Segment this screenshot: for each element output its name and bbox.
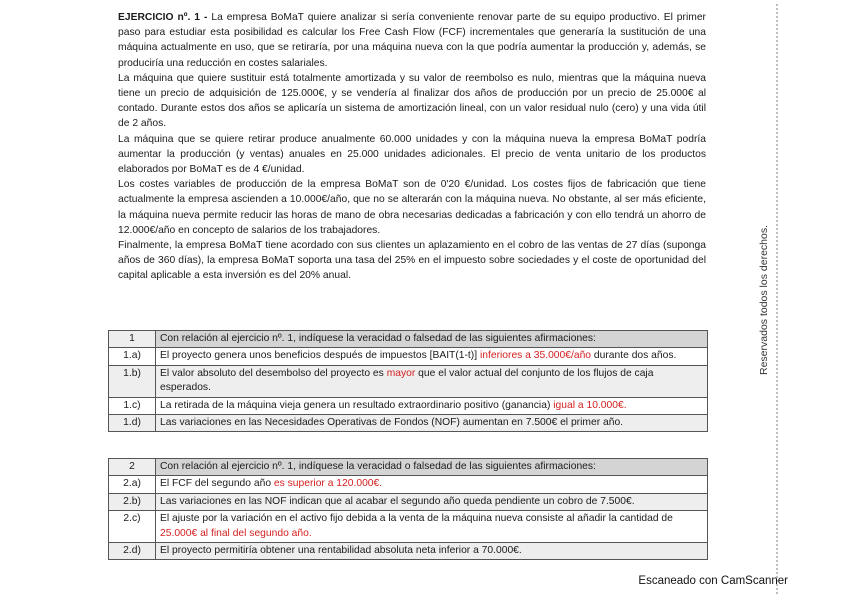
statement-text: La retirada de la máquina vieja genera un resultado extraordinario positivo (ganancia) igual a 10.000€. — [156, 397, 708, 414]
table-row: 2.a) El FCF del segundo año es superior a 120.000€. — [109, 476, 708, 493]
paragraph-2: La máquina que quiere sustituir está totalmente amortizada y su valor de reembolso es nulo, mientras que la máquina nueva tiene un precio de adquisición de 125.000€, y se vendería al finalizar dos años de producción por un precio de 25.000€ al contado. Durante estos dos años se aplicaría un sistema de amortización lineal, con un valor residual nulo (cero) y una vida útil de 2 años. — [118, 72, 706, 130]
rights-notice: Reservados todos los derechos. — [758, 225, 770, 375]
table-header — [109, 331, 708, 348]
statement-text: Las variaciones en las NOF indican que al acabar el segundo año queda pendiente un cobro de 7.500€. — [156, 493, 708, 510]
margin-dotted-line — [776, 4, 778, 594]
statement-text: El ajuste por la variación en el activo fijo debida a la venta de la máquina nueva consiste al añadir la cantidad de 25.000€ al final del segundo año. — [156, 511, 708, 543]
statement-text: El proyecto genera unos beneficios después de impuestos [BAIT(1-t)] inferiores a 35.000€/año durante dos años. — [156, 348, 708, 365]
table-header — [109, 459, 708, 476]
question-table-2 — [108, 458, 708, 560]
paragraph-3: La máquina que se quiere retirar produce anualmente 60.000 unidades y con la máquina nueva la empresa BoMaT podría aumentar la producción (y ventas) anuales en 25.000 unidades adicionales. El precio de venta unitario de los productos elaborados por BoMaT es de 4 €/unidad. — [118, 133, 706, 176]
exercise-statement — [118, 10, 706, 284]
table-row: 1.a) El proyecto genera unos beneficios después de impuestos [BAIT(1-t)] inferiores a 35.000€/año durante dos años. — [109, 348, 708, 365]
camscanner-footer: Escaneado con CamScanner — [638, 575, 788, 587]
question-number: 1 — [109, 331, 156, 348]
table-row: 1.b) El valor absoluto del desembolso del proyecto es mayor que el valor actual del conjunto de los flujos de caja esperados. — [109, 365, 708, 397]
question-heading: Con relación al ejercicio nº. 1, indíquese la veracidad o falsedad de las siguientes afirmaciones: — [156, 331, 708, 348]
statement-text: El valor absoluto del desembolso del proyecto es mayor que el valor actual del conjunto de los flujos de caja esperados. — [156, 365, 708, 397]
paragraph-4: Los costes variables de producción de la empresa BoMaT son de 0'20 €/unidad. Los costes fijos de fabricación que tiene actualmente la empresa ascienden a 10.000€/año, que no se alterarán con la máquina nueva. No obstante, al ser más eficiente, la máquina nueva permite reducir las horas de mano de obra necesarias dedicadas a fabricación y con ello tendrá un ahorro de 12.000€/año en concepto de salarios de los trabajadores. — [118, 179, 706, 236]
question-table-1 — [108, 330, 708, 432]
table-row: 2.b) Las variaciones en las NOF indican que al acabar el segundo año queda pendiente un cobro de 7.500€. — [109, 493, 708, 510]
table-row: 1.c) La retirada de la máquina vieja genera un resultado extraordinario positivo (ganancia) igual a 10.000€. — [109, 397, 708, 414]
paragraph-1: EJERCICIO nº. 1 - La empresa BoMaT quiere analizar si sería conveniente renovar parte de su equipo productivo. El primer paso para estudiar esta posibilidad es calcular los Free Cash Flow (FCF) incrementales que generaría la sustitución de una máquina actualmente en uso, que se retiraría, por una máquina nueva con la que podría aumentar la producción y, además, se produciría una reducción en costes salariales. — [118, 12, 706, 69]
table-row: 2.d) El proyecto permitiría obtener una rentabilidad absoluta neta inferior a 70.000€. — [109, 543, 708, 560]
table-row: 1.d) Las variaciones en las Necesidades Operativas de Fondos (NOF) aumentan en 7.500€ el primer año. — [109, 415, 708, 432]
exercise-heading: EJERCICIO nº. 1 - — [118, 12, 208, 23]
statement-text: El FCF del segundo año es superior a 120.000€. — [156, 476, 708, 493]
paragraph-5: Finalmente, la empresa BoMaT tiene acordado con sus clientes un aplazamiento en el cobro de las ventas de 27 días (suponga años de 360 días), la empresa BoMaT soporta una tasa del 25% en el impuesto sobre sociedades y el coste de oportunidad del capital aplicable a esta inversión es del 20% anual. — [118, 240, 706, 282]
question-heading: Con relación al ejercicio nº. 1, indíquese la veracidad o falsedad de las siguientes afirmaciones: — [156, 459, 708, 476]
table-row: 2.c) El ajuste por la variación en el activo fijo debida a la venta de la máquina nueva consiste al añadir la cantidad de 25.000€ al final del segundo año. — [109, 511, 708, 543]
statement-text: Las variaciones en las Necesidades Operativas de Fondos (NOF) aumentan en 7.500€ el primer año. — [156, 415, 708, 432]
statement-text: El proyecto permitiría obtener una rentabilidad absoluta neta inferior a 70.000€. — [156, 543, 708, 560]
question-number: 2 — [109, 459, 156, 476]
